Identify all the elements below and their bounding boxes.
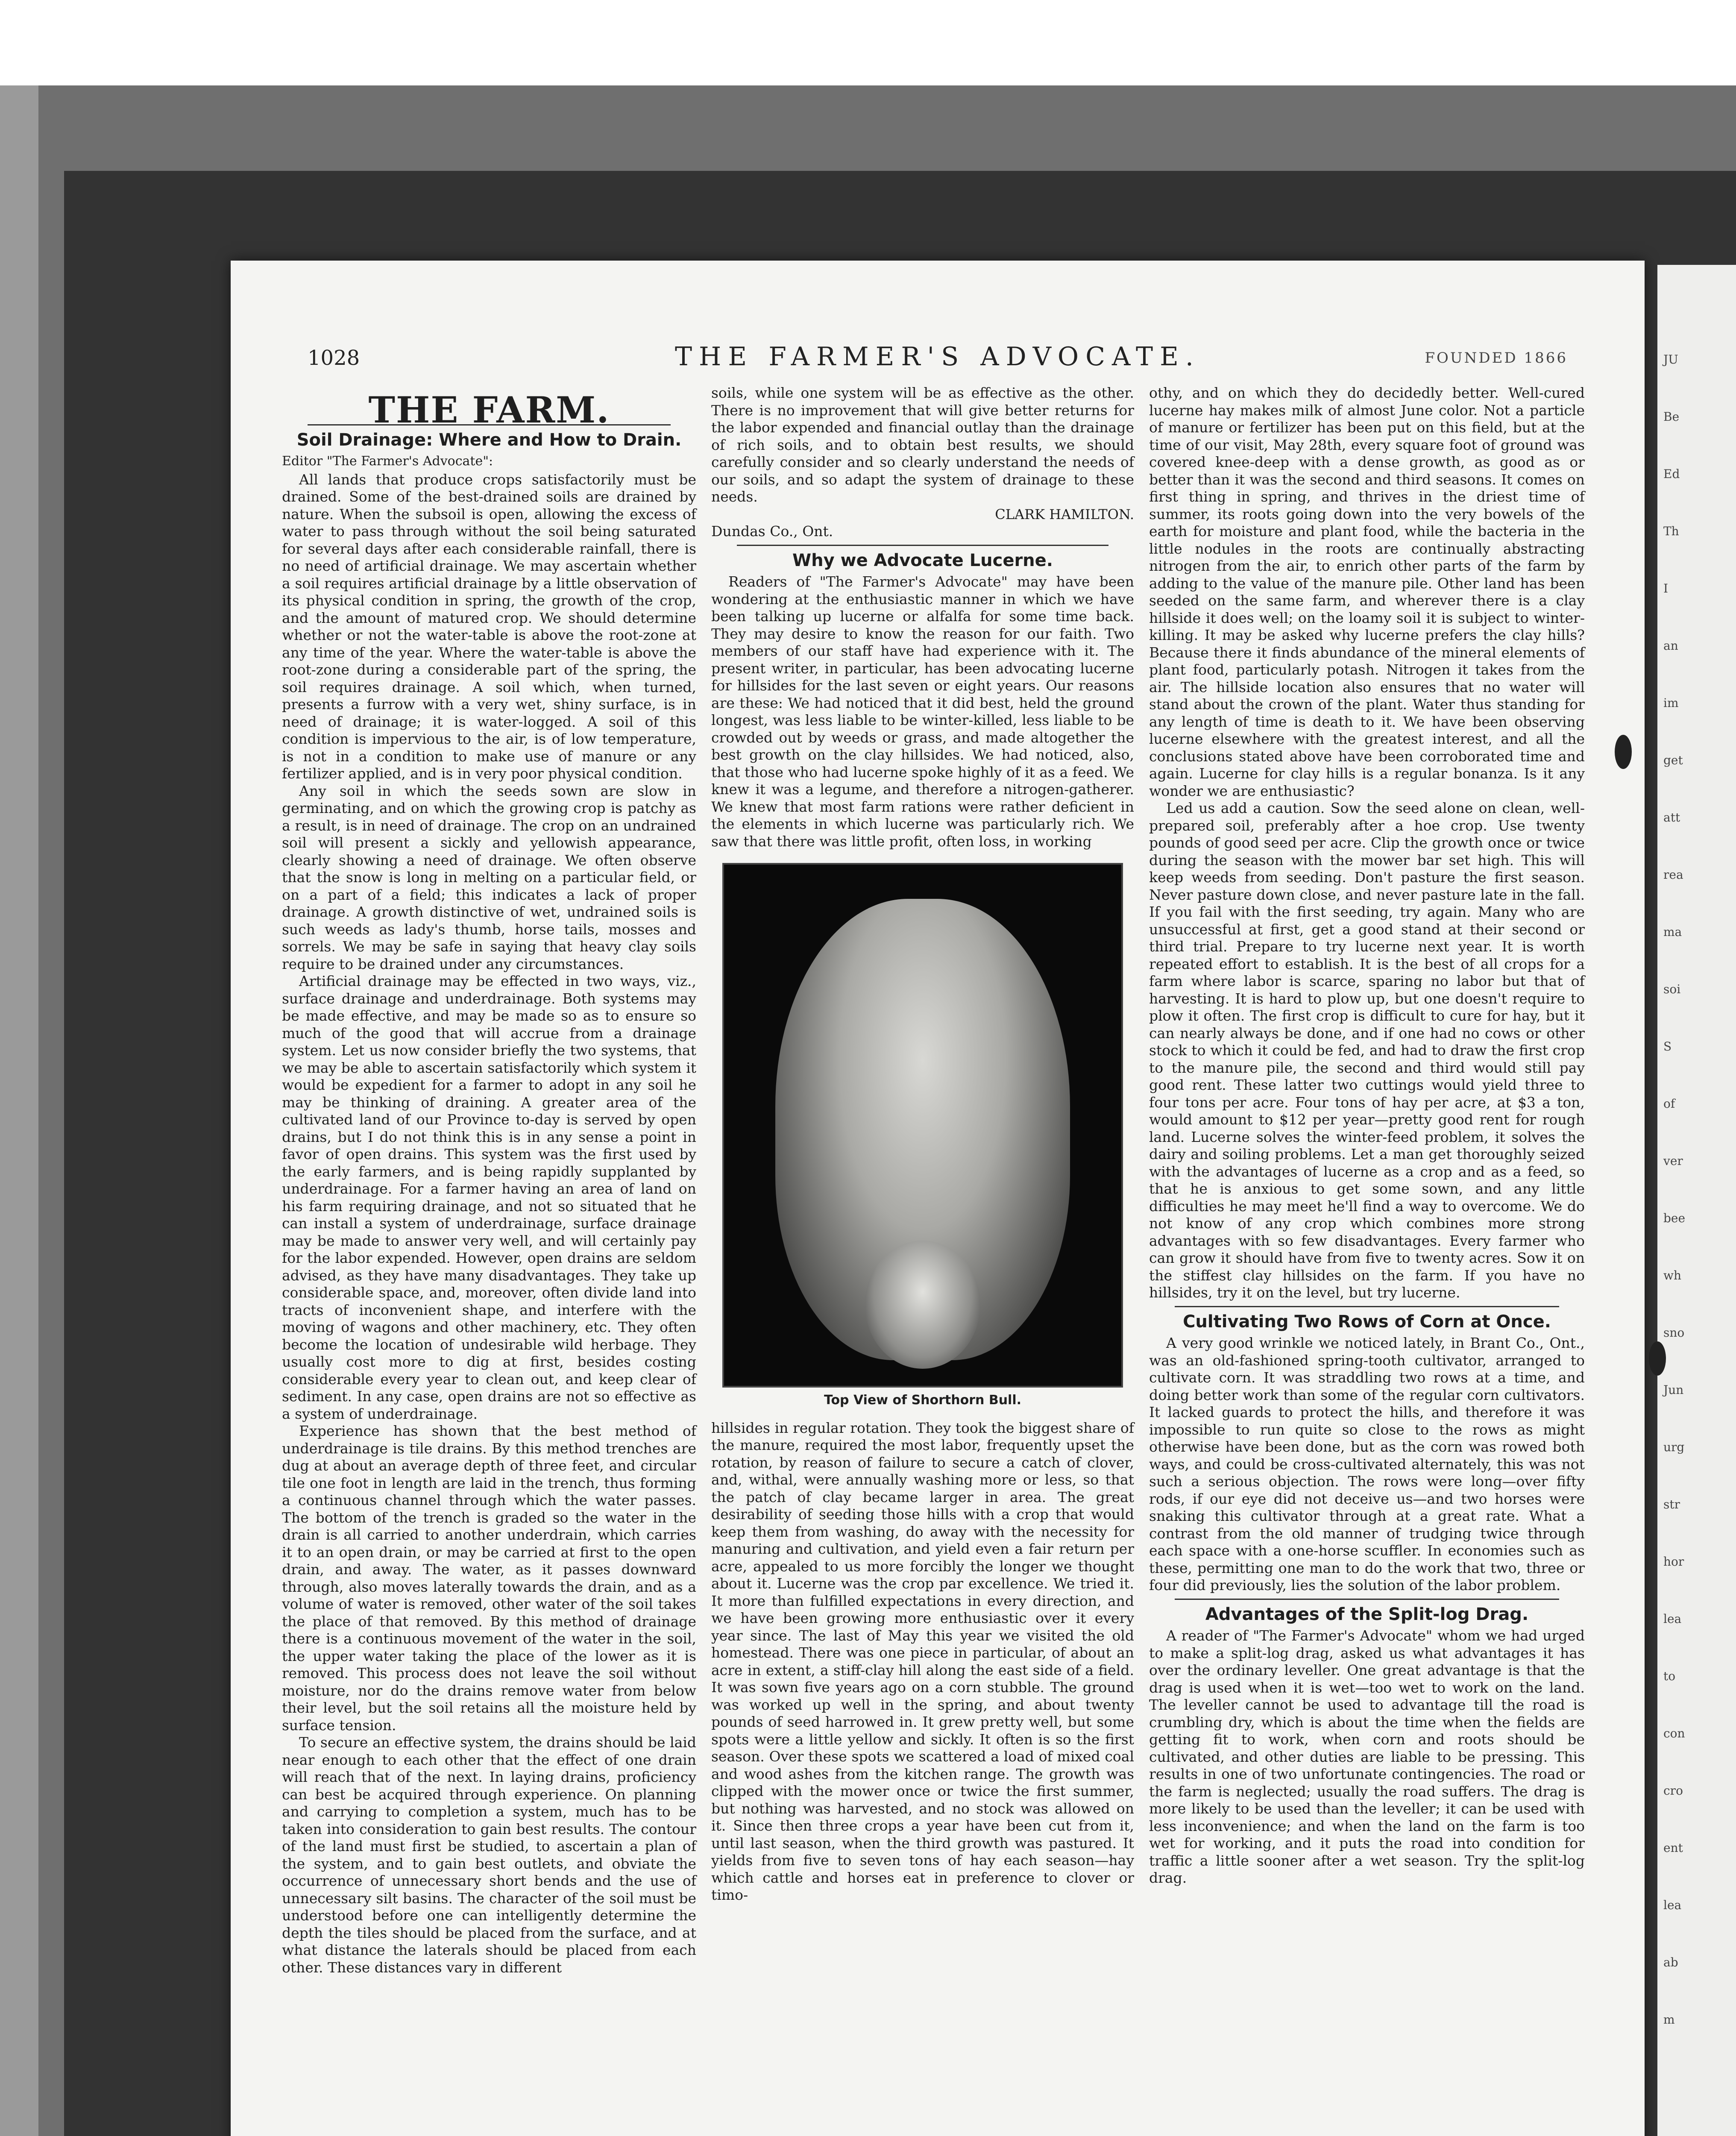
binding-hole <box>1649 1341 1666 1376</box>
signature: CLARK HAMILTON. <box>995 506 1134 522</box>
paragraph: A reader of "The Farmer's Advocate" whom we had urged to make a split-log drag, asked us what advantages it has over the ordinary leveller. One great advantage is that the drag is used when it is wet—too wet to work on the land. The leveller cannot be used to advantage till the road is crumbling dry, which is about the time when the fields are getting fit to work, when corn and roots should be cultivated, and other duties are liable to be pressing. This results in one of two unfortunate contingencies. The road or the farm is neglected; usually the road suffers. The drag is more likely to be used than the leveller; it can be used with less inconvenience; and when the land on the farm is too wet for working, and it puts the road into condition for traffic a little sooner after a wet season. Try the split-log drag. <box>1149 1627 1585 1886</box>
paragraph: Experience has shown that the best method of underdrainage is tile drains. By this method trenches are dug at about an average depth of three feet, and circular tile one foot in length are laid in the trench, thus forming a continuous channel through which the water passes. The bottom of the trench is graded so the water in the drain is all carried to another underdrain, which carries it to an open drain, or may be carried at first to the open drain, and away. The water, as it passes downward through, also moves laterally towards the drain, and as a volume of water is removed, other water of the soil takes the place of that removed. By this method of drainage there is a continuous movement of the water in the soil, the upper water taking the place of the lower as it is removed. This process does not leave the soil without moisture, nor do the drains remove water from below their level, but the soil retains all the moisture held by surface tension. <box>282 1423 696 1734</box>
adjacent-page-fragment: att <box>1663 810 1680 824</box>
adjacent-page-fragment: bee <box>1663 1211 1686 1225</box>
adjacent-page-fragment: Th <box>1663 524 1679 538</box>
adjacent-page-fragment: I <box>1663 581 1669 596</box>
article-rule <box>1175 1599 1559 1600</box>
adjacent-page-fragment: Jun <box>1663 1383 1684 1397</box>
adjacent-page-edge <box>1657 265 1736 2136</box>
article-rule <box>737 545 1108 546</box>
editor-line: Editor "The Farmer's Advocate": <box>282 454 493 469</box>
newspaper-page <box>231 261 1645 2136</box>
article-title-lucerne: Why we Advocate Lucerne. <box>792 550 1053 570</box>
paragraph: Artificial drainage may be effected in two ways, viz., surface drainage and underdrainage. Both systems may be made effective, and may be made so as to ensure so much of the good that will accrue from a drainage system. Let us now consider briefly the two systems, that we may be able to ascertain satisfactorily which system it would be expedient for a farmer to adopt in any soil he may be thinking of draining. A greater area of the cultivated land of our Province to-day is served by open drains, but I do not think this is in any sense a point in favor of open drains. This system was the first used by the early farmers, and is being rapidly supplanted by underdrainage. For a farmer having an area of land on his farm requiring drainage, and not so situated that he can install a system of underdrainage, surface drainage may be made to answer very well, and will certainly pay for the labor expended. However, open drains are seldom advised, as they have many disadvantages. They take up considerable space, and, moreover, often divide land into tracts of inconvenient shape, and interfere with the moving of wagons and other machinery, etc. They often become the location of undesirable wild herbage. They usually cost more to dig at first, besides costing considerable every year to clean out, and keep clear of sediment. In any case, open drains are not so effective as a system of underdrainage. <box>282 973 696 1422</box>
paragraph: To secure an effective system, the drains should be laid near enough to each other that the effect of one drain will reach that of the next. In laying drains, proficiency can best be acquired through experience. On planning and carrying to completion a system, much has to be taken into consideration to gain best results. The contour of the land must first be studied, to ascertain a plan of the system, and to gain best outlets, and obviate the occurrence of unnecessary short bends and the use of unnecessary silt basins. The character of the soil must be understood before one can intelligently determine the depth the tiles should be placed from the surface, and at what distance the laterals should be placed from each other. These distances vary in different <box>282 1734 696 1976</box>
adjacent-page-fragment: con <box>1663 1726 1685 1740</box>
paragraph: Readers of "The Farmer's Advocate" may have been wondering at the enthusiastic manner in which we have been talking up lucerne or alfalfa for some time back. They may desire to know the reason for our faith. Two members of our staff have had experience with it. The present writer, in particular, has been advocating lucerne for hillsides for the last seven or eight years. Our reasons are these: We had noticed that it did best, held the ground longest, was less liable to be winter-killed, less liable to be crowded out by weeds or grass, and made altogether the best growth on the clay hillsides. We had noticed, also, that those who had lucerne spoke highly of it as a feed. We knew it was a legume, and therefore a nitrogen-gatherer. We knew that most farm rations were rather deficient in the elements in which lucerne was particularly rich. We saw that there was little profit, often loss, in working <box>711 573 1134 850</box>
adjacent-page-fragment: str <box>1663 1497 1680 1511</box>
journal-title: THE FARMER'S ADVOCATE. <box>675 342 1200 372</box>
paragraph: A very good wrinkle we noticed lately, in Brant Co., Ont., was an old-fashioned spring-tooth cultivator, arranged to cultivate corn. It was straddling two rows at a time, and doing better work than some of the regular corn cultivators. It lacked guards to protect the hills, and therefore it was impossible to run quite so close to the rows as might otherwise have been done, but as the corn was rowed both ways, and could be cross-cultivated alternately, this was not such a serious objection. The rows were long—over fifty rods, if our eye did not deceive us—and two horses were snaking this cultivator through at a great rate. What a contrast from the old manner of trudging twice through each space with a one-horse scuffler. In economies such as these, permitting one man to do the work that two, three or four did previously, lies the solution of the labor problem. <box>1149 1335 1585 1593</box>
adjacent-page-fragment: S <box>1663 1039 1672 1053</box>
adjacent-page-fragment: Ed <box>1663 467 1680 481</box>
section-title: THE FARM. <box>368 389 610 431</box>
photo-shorthorn-bull <box>722 863 1123 1388</box>
adjacent-page-fragment: m <box>1663 2013 1675 2027</box>
adjacent-page-fragment: cro <box>1663 1784 1683 1798</box>
founded-line: FOUNDED 1866 <box>1425 349 1568 367</box>
bull-head-shape <box>865 1241 980 1369</box>
article-title-soil-drainage: Soil Drainage: Where and How to Drain. <box>296 430 682 450</box>
adjacent-page-fragment: lea <box>1663 1898 1682 1912</box>
article-rule <box>1175 1306 1559 1307</box>
adjacent-page-fragment: im <box>1663 696 1679 710</box>
adjacent-page-fragment: sno <box>1663 1326 1685 1340</box>
column-2 <box>711 384 1134 1904</box>
binding-hole <box>1615 735 1632 769</box>
paragraph: soils, while one system will be as effective as the other. There is no improvement that will give better returns for the labor expended and financial outlay than the drainage of rich soils, and to obtain best results, we should carefully consider and so clearly understand the needs of our soils, and so adapt the system of drainage to these needs. <box>711 384 1134 505</box>
adjacent-page-fragment: to <box>1663 1669 1676 1683</box>
adjacent-page-fragment: of <box>1663 1097 1675 1111</box>
adjacent-page-fragment: ab <box>1663 1955 1678 1969</box>
adjacent-page-fragment: urg <box>1663 1440 1685 1454</box>
adjacent-page-fragment: get <box>1663 753 1683 767</box>
page-number: 1028 <box>308 346 360 370</box>
adjacent-page-fragment: an <box>1663 639 1678 653</box>
adjacent-page-fragment: wh <box>1663 1268 1681 1282</box>
paragraph: Led us add a caution. Sow the seed alone on clean, well-prepared soil, preferably after a hoe crop. Use twenty pounds of good seed per acre. Clip the growth once or twice during the season with the mower bar set high. This will keep weeds from seeding. Don't pasture the first season. Never pasture down close, and never pasture late in the fall. If you fail with the first seeding, try again. Many who are unsuccessful at first, get a good stand at their second or third trial. Prepare to try lucerne next year. It is worth repeated effort to establish. It is the best of all crops for a farm where labor is scarce, sparing no labor but that of harvesting. It is hard to plow up, but one doesn't require to plow it often. The first crop is difficult to cure for hay, but it can nearly always be done, and if one had no cows or other stock to which it could be fed, and had to draw the first crop to the manure pile, the second and third would still pay good rent. These latter two cuttings would yield three to four tons per acre. Four tons of hay per acre, at $3 a ton, would amount to $12 per year—pretty good rent for rough land. Lucerne solves the winter-feed problem, it solves the dairy and soiling problems. Let a man get thoroughly seized with the advantages of lucerne as a crop and as a feed, so that he is anxious to get some sown, and any little difficulties he may meet he'll find a way to overcome. We do not know of any crop which combines more strong advantages with so few disadvantages. Every farmer who can grow it should have from five to twenty acres. Sow it on the stiffest clay hillsides on the farm. If you have no hillsides, try it on the level, but try lucerne. <box>1149 800 1585 1301</box>
adjacent-page-fragment: hor <box>1663 1555 1684 1569</box>
film-border-top <box>0 0 1736 85</box>
paragraph: Any soil in which the seeds sown are slow in germinating, and on which the growing crop is patchy as a result, is in need of drainage. The crop on an undrained soil will present a sickly and yellowish appearance, clearly showing a need of drainage. We often observe that the snow is long in melting on a particular field, or on a part of a field; this indicates a lack of proper drainage. A growth distinctive of wet, undrained soils is such weeds as lady's thumb, horse tails, mosses and sorrels. We may be safe in saying that heavy clay soils require to be drained under any circumstances. <box>282 782 696 972</box>
running-head <box>308 342 1568 372</box>
adjacent-page-fragment: ent <box>1663 1841 1683 1855</box>
paragraph: othy, and on which they do decidedly better. Well-cured lucerne hay makes milk of almost June color. Not a particle of manure or fertilizer has been put on this field, but at the time of our visit, May 28th, every square foot of ground was covered knee-deep with a dense growth, as good as or better than it was the second and third seasons. It comes on first thing in spring, and thrives in the driest time of summer, its roots going down into the very bowels of the earth for moisture and plant food, while the bacteria in the little nodules in the roots are continually abstracting nitrogen from the air, to enrich other parts of the farm by adding to the value of the manure pile. Other land has been seeded on the same farm, and wherever there is a clay hillside it does well; on the loamy soil it is subject to winter-killing. It may be asked why lucerne prefers the clay hills? Because there it finds abundance of the mineral elements of plant food, particularly potash. Nitrogen it takes from the air. The hillside location also ensures that no water will stand about the crown of the plant. Water thus standing for any length of time is death to it. We have been observing lucerne elsewhere with the greatest interest, and all the conclusions stated above have been corroborated time and again. Lucerne for clay hills is a regular bonanza. Is it any wonder we are enthusiastic? <box>1149 384 1585 799</box>
adjacent-page-fragment: JU <box>1663 352 1678 367</box>
column-3 <box>1149 384 1585 1887</box>
film-border-left <box>0 85 38 2136</box>
adjacent-page-fragments <box>1657 350 1736 2029</box>
article-title-corn: Cultivating Two Rows of Corn at Once. <box>1183 1312 1551 1332</box>
location-line: Dundas Co., Ont. <box>711 523 833 540</box>
adjacent-page-fragment: lea <box>1663 1612 1682 1626</box>
adjacent-page-fragment: ma <box>1663 925 1682 939</box>
photo-caption: Top View of Shorthorn Bull. <box>824 1393 1022 1408</box>
adjacent-page-fragment: ver <box>1663 1154 1683 1168</box>
paragraph: hillsides in regular rotation. They took the biggest share of the manure, required the most labor, frequently upset the rotation, by reason of failure to secure a catch of clover, and, withal, were annually washing more or less, so that the patch of clay became larger in area. The great desirability of seeding those hills with a crop that would keep them from washing, do away with the necessity for manuring and cultivation, and yield even a fair return per acre, appealed to us more forcibly the longer we thought about it. Lucerne was the crop par excellence. We tried it. It more than fulfilled expectations in every direction, and we have been growing more enthusiastic over it every year since. The last of May this year we visited the old homestead. There was one piece in particular, of about an acre in extent, a stiff-clay hill along the east side of a field. It was sown five years ago on a corn stubble. The ground was worked up well in the spring, and about twenty pounds of seed harrowed in. It grew pretty well, but some spots were a little yellow and sickly. It often is so the first season. Over these spots we scattered a load of mixed coal and wood ashes from the kitchen range. The growth was clipped with the mower once or twice the first summer, but nothing was harvested, and no stock was allowed on it. Since then three crops a year have been cut from it, until last season, when the third growth was pastured. It yields from five to seven tons of hay each season—hay which cattle and horses eat in preference to clover or timo- <box>711 1419 1134 1903</box>
article-title-split-log-drag: Advantages of the Split-log Drag. <box>1205 1604 1529 1624</box>
adjacent-page-fragment: soi <box>1663 982 1681 996</box>
column-1 <box>282 384 696 1976</box>
paragraph: All lands that produce crops satisfactorily must be drained. Some of the best-drained soils are drained by nature. When the subsoil is open, allowing the excess of water to pass through without the soil being saturated for several days after each considerable rainfall, there is no need of artificial drainage. We may ascertain whether a soil requires artificial drainage by a little observation of its physical condition in spring, the growth of the crop, and the amount of matured crop. We should determine whether or not the water-table is above the root-zone at any time of the year. Where the water-table is above the root-zone during a considerable part of the spring, the soil requires drainage. A soil which, when turned, presents a furrow with a very wet, shiny surface, is in need of drainage; it is water-logged. A soil of this condition is impervious to the air, is of low temperature, is not in a condition to make use of manure or any fertilizer applied, and is in very poor physical condition. <box>282 471 696 782</box>
adjacent-page-fragment: Be <box>1663 410 1680 424</box>
adjacent-page-fragment: rea <box>1663 868 1683 882</box>
